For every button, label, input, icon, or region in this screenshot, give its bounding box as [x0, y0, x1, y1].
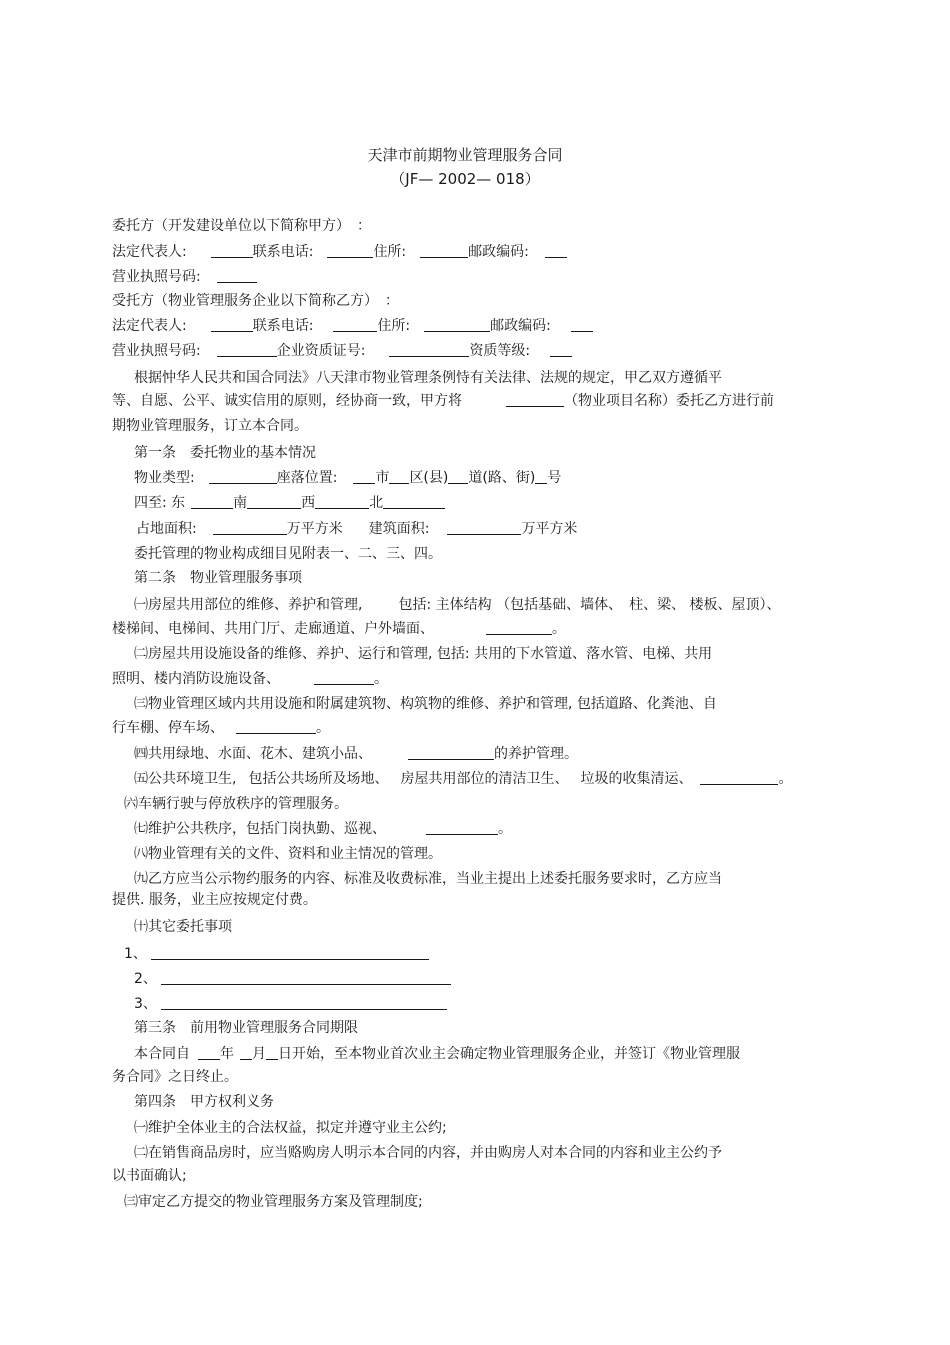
item-text: 照明、楼内消防设施设备、	[112, 671, 280, 687]
label: 联系电话:	[252, 244, 314, 260]
intro-text: 等、自愿、公平、诚实信用的原则，经协商一致，甲方将	[112, 393, 462, 409]
item-number: 3、	[134, 996, 157, 1012]
blank-field[interactable]	[236, 719, 316, 734]
label: 道(路、街)	[468, 470, 536, 486]
period: 。	[374, 671, 388, 687]
article-4-item-3: ㈢审定乙方提交的物业管理服务方案及管理制度;	[124, 1194, 423, 1210]
period: 。	[498, 821, 512, 837]
blank-field[interactable]	[151, 945, 429, 960]
blank-field[interactable]	[247, 494, 301, 509]
blank-field[interactable]	[571, 317, 593, 332]
article-1-area-line	[136, 520, 577, 538]
blank-field[interactable]	[240, 1045, 252, 1060]
blank-field[interactable]	[217, 342, 277, 357]
item-text: 房屋共用部位的清洁卫生、	[400, 771, 569, 787]
article-1-heading: 第一条 委托物业的基本情况	[134, 445, 316, 461]
article-2-item-4	[134, 745, 578, 763]
item-text: ㈦维护公共秩序，包括门岗执勤、巡视、	[134, 821, 386, 837]
label: 营业执照号码:	[112, 343, 201, 359]
article-4-item-1: ㈠维护全体业主的合法权益，拟定并遵守业主公约;	[134, 1120, 447, 1136]
article-2-item-6: ㈥车辆行驶与停放秩序的管理服务。	[124, 796, 348, 812]
other-item-3	[134, 995, 447, 1013]
blank-field[interactable]	[211, 317, 253, 332]
label: 营业执照号码:	[112, 269, 201, 285]
blank-field[interactable]	[383, 494, 445, 509]
article-2-item-3: ㈢物业管理区域内共用设施和附属建筑物、构筑物的维修、养护和管理, 包括道路、化粪池、自	[134, 696, 717, 712]
document-title: 天津市前期物业管理服务合同	[367, 146, 563, 164]
label: 号	[547, 470, 562, 486]
article-2-item-2: ㈡房屋共用设施设备的维修、养护、运行和管理, 包括: 共用的下水管道、落水管、电梯、共用	[134, 646, 713, 662]
label: 万平方米	[521, 521, 578, 537]
blank-field[interactable]	[426, 820, 498, 835]
blank-field[interactable]	[213, 520, 287, 535]
blank-field[interactable]	[448, 469, 468, 484]
label: 区(县)	[409, 470, 449, 486]
intro-line-2	[112, 392, 774, 410]
project-name-field[interactable]	[506, 392, 564, 407]
label: 建筑面积:	[368, 521, 430, 537]
article-4-item-2: ㈡在销售商品房时，应当赂购房人明示本合同的内容，并由购房人对本合同的内容和业主公约予	[134, 1145, 722, 1161]
document-code: （JF— 2002— 018）	[390, 170, 540, 188]
article-2-item-9-cont: 提供. 服务，业主应按规定付费。	[112, 892, 317, 908]
article-2-item-5	[134, 770, 792, 788]
label: 万平方米	[286, 521, 343, 537]
article-2-heading: 第二条 物业管理服务事项	[134, 570, 302, 586]
item-text: 包括: 主体结构 （包括基础、墙体、 柱、梁、 楼板、屋顶）、	[398, 597, 781, 613]
blank-field[interactable]	[191, 494, 233, 509]
article-1-type-line	[134, 469, 561, 487]
intro-line-1: 根据忡华人民共和国合同法》八天津市物业管理条例恃有关法律、法规的规定，甲乙双方遵循平	[134, 370, 722, 386]
blank-field[interactable]	[447, 520, 521, 535]
blank-field[interactable]	[209, 469, 277, 484]
term-text: 月	[252, 1046, 266, 1062]
other-item-1	[124, 945, 429, 963]
label: 南	[233, 495, 248, 511]
blank-field[interactable]	[550, 342, 572, 357]
label: 四至: 东	[134, 495, 186, 511]
article-2-item-7	[134, 820, 512, 838]
label: 座落位置:	[276, 470, 338, 486]
party-a-license-line	[112, 268, 257, 286]
item-text: ㈣共用绿地、水面、花木、建筑小品、	[134, 746, 372, 762]
term-text: 日开始，至本物业首次业主会确定物业管理服务企业，并签订《物业管理服	[278, 1046, 740, 1062]
item-number: 1、	[124, 946, 147, 962]
label: 物业类型:	[134, 470, 195, 486]
blank-field[interactable]	[161, 970, 451, 985]
blank-field[interactable]	[266, 1045, 278, 1060]
article-3-term-line	[134, 1045, 740, 1063]
article-2-item-8: ㈧物业管理有关的文件、资料和业主情况的管理。	[134, 846, 442, 862]
label: 市	[375, 470, 390, 486]
label: 住所:	[377, 318, 411, 334]
blank-field[interactable]	[333, 317, 377, 332]
label: 邮政编码:	[468, 244, 529, 260]
label: 企业资质证号:	[276, 343, 366, 359]
label: 住所:	[373, 244, 407, 260]
party-b-heading: 受托方（物业管理服务企业以下简称乙方） ：	[112, 293, 399, 309]
blank-field[interactable]	[161, 995, 447, 1010]
item-number: 2、	[134, 971, 157, 987]
blank-field[interactable]	[198, 1045, 220, 1060]
term-text: 年	[220, 1046, 234, 1062]
blank-field[interactable]	[424, 317, 490, 332]
blank-field[interactable]	[314, 670, 374, 685]
term-text: 本合同自	[134, 1046, 190, 1062]
blank-field[interactable]	[211, 243, 253, 258]
article-2-item-2-cont	[112, 670, 388, 688]
label: 法定代表人:	[112, 318, 187, 334]
blank-field[interactable]	[408, 745, 494, 760]
article-3-heading: 第三条 前用物业管理服务合同期限	[134, 1020, 358, 1036]
blank-field[interactable]	[389, 469, 409, 484]
blank-field[interactable]	[535, 469, 547, 484]
period: 。	[778, 771, 793, 787]
article-2-item-1	[134, 596, 781, 614]
item-text: ㈠房屋共用部位的维修、养护和管理,	[134, 597, 363, 613]
party-a-rep-line	[112, 243, 567, 261]
party-b-license-line	[112, 342, 572, 360]
article-2-item-9: ㈨乙方应当公示物约服务的内容、标准及收费标准，当业主提出上述委托服务要求时，乙方应当	[134, 871, 722, 887]
other-item-2	[134, 970, 451, 988]
label: 联系电话:	[252, 318, 314, 334]
item-text: 的养护管理。	[494, 746, 578, 762]
period: 。	[316, 720, 330, 736]
blank-field[interactable]	[700, 770, 778, 785]
blank-field[interactable]	[353, 469, 375, 484]
article-2-item-3-cont	[112, 719, 330, 737]
party-a-heading: 委托方（开发建设单位以下简称甲方） ：	[112, 218, 371, 234]
item-text: 垃圾的收集清运、	[580, 771, 693, 787]
label: 邮政编码:	[490, 318, 551, 334]
label: 占地面积:	[136, 521, 197, 537]
item-text: ㈤公共环境卫生,	[134, 771, 237, 787]
article-4-item-2-cont: 以书面确认;	[112, 1168, 187, 1184]
item-text: 包括公共场所及场地、	[248, 771, 389, 787]
blank-field[interactable]	[486, 620, 552, 635]
blank-field[interactable]	[217, 268, 257, 283]
party-b-rep-line	[112, 317, 593, 335]
label: 西	[301, 495, 316, 511]
article-3-term-cont: 务合同》之日终止。	[112, 1069, 238, 1085]
article-1-composition: 委托管理的物业构成细目见附表一、二、三、四。	[134, 546, 442, 562]
blank-field[interactable]	[420, 243, 468, 258]
label: 资质等级:	[469, 343, 531, 359]
blank-field[interactable]	[389, 342, 469, 357]
article-2-item-1-cont	[112, 620, 566, 638]
period: 。	[552, 621, 566, 637]
intro-line-3: 期物业管理服务，订立本合同。	[112, 418, 308, 434]
article-1-bounds-line	[134, 494, 445, 512]
intro-text: （物业项目名称）委托乙方进行前	[564, 393, 774, 409]
blank-field[interactable]	[545, 243, 567, 258]
item-text: 楼梯间、电梯间、共用门厅、走廊通道、户外墙面、	[112, 621, 434, 637]
label: 北	[369, 495, 384, 511]
article-4-heading: 第四条 甲方权利义务	[134, 1094, 274, 1110]
label: 法定代表人:	[112, 244, 187, 260]
blank-field[interactable]	[315, 494, 369, 509]
item-text: 行车棚、停车场、	[112, 720, 224, 736]
article-2-item-10: ㈩其它委托事项	[134, 919, 232, 935]
blank-field[interactable]	[327, 243, 373, 258]
